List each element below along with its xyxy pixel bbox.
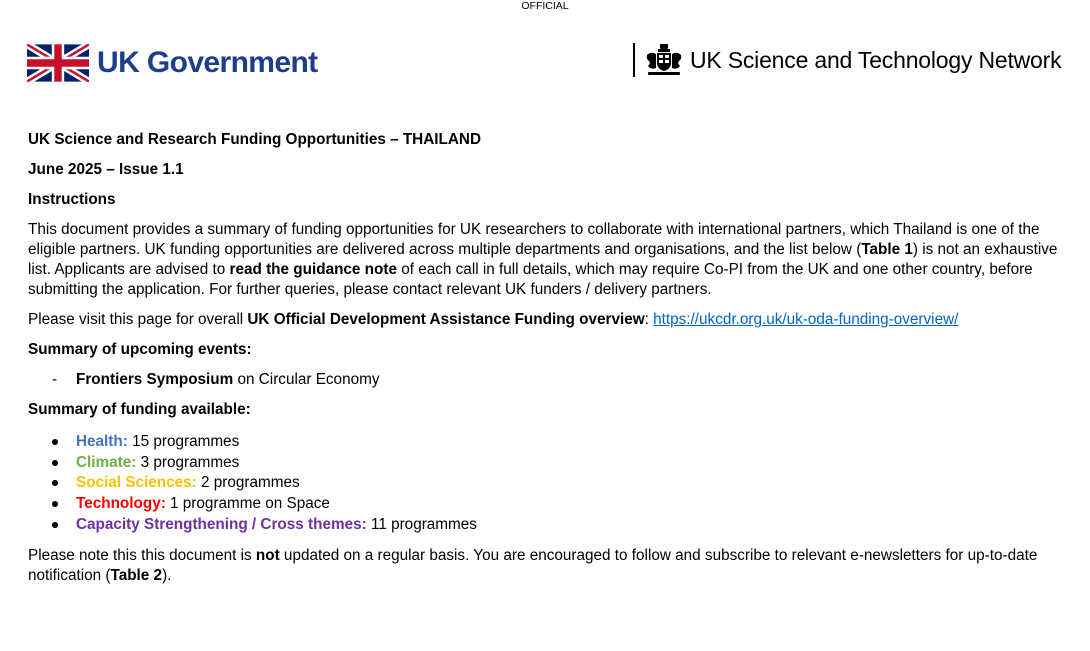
event-name: Frontiers Symposium bbox=[76, 371, 234, 388]
visit-text: Please visit this page for overall bbox=[28, 311, 248, 328]
list-item bbox=[28, 432, 1068, 453]
not-emphasis: not bbox=[255, 546, 280, 564]
note-paragraph bbox=[28, 546, 1068, 586]
funding-category-health: Health: bbox=[76, 433, 128, 450]
funding-count: 1 programme on Space bbox=[165, 495, 330, 513]
note-text-3: ). bbox=[162, 566, 172, 584]
issue-line: June 2025 – Issue 1.1 bbox=[28, 161, 184, 178]
uk-science-technology-network-logo bbox=[633, 43, 1061, 77]
note-text-2: updated on a regular basis. You are encouraged to follow and subscribe to relevant e-newsletters for up-to-date notification ( bbox=[28, 546, 1038, 584]
funding-count: 3 programmes bbox=[136, 453, 240, 471]
event-item bbox=[28, 370, 1068, 390]
oda-overview-link[interactable]: https://ukcdr.org.uk/uk-oda-funding-overview/ bbox=[653, 311, 959, 328]
bullet-icon bbox=[52, 460, 58, 466]
uk-government-wordmark: UK Government bbox=[97, 46, 318, 79]
events-heading: Summary of upcoming events: bbox=[28, 341, 252, 358]
intro-paragraph bbox=[28, 220, 1068, 300]
funding-category-climate: Climate: bbox=[76, 453, 137, 471]
list-item bbox=[28, 494, 1068, 515]
note-text-1: Please note this this document is bbox=[28, 546, 256, 564]
bullet-icon bbox=[52, 439, 58, 445]
instructions-heading: Instructions bbox=[28, 191, 116, 208]
visit-colon: : bbox=[644, 311, 654, 328]
document-body bbox=[28, 130, 1068, 586]
funding-category-social-sciences: Social Sciences: bbox=[76, 474, 197, 492]
intro-text-2: ) is not an exhaustive list. Applicants are advised to bbox=[28, 241, 1058, 278]
event-topic: on Circular Economy bbox=[233, 371, 380, 388]
table-2-reference: Table 2 bbox=[110, 566, 163, 584]
union-flag-icon bbox=[27, 44, 89, 82]
logo-divider bbox=[633, 43, 635, 77]
network-wordmark: UK Science and Technology Network bbox=[690, 47, 1062, 73]
intro-text-1: This document provides a summary of funding opportunities for UK researchers to collaborate with international partners, which Thailand is one of the eligible partners. UK funding opportunities are delivered across multiple departments and organisations, and the list below ( bbox=[28, 221, 1040, 258]
visit-paragraph bbox=[28, 310, 1068, 330]
bullet-icon bbox=[52, 522, 58, 528]
document-title: UK Science and Research Funding Opportunities – THAILAND bbox=[28, 131, 482, 148]
funding-category-technology: Technology: bbox=[76, 495, 166, 513]
list-item bbox=[28, 515, 1068, 536]
royal-crest-icon bbox=[644, 43, 684, 77]
funding-category-capacity-strengthening: Capacity Strengthening / Cross themes: bbox=[76, 515, 367, 533]
security-marking: OFFICIAL bbox=[521, 0, 569, 12]
intro-text-3: of each call in full details, which may require Co-PI from the UK and one other country, before submitting the application. For further queries, please contact relevant UK funders / delivery partners. bbox=[28, 261, 1033, 298]
uk-government-logo bbox=[27, 44, 318, 82]
list-item bbox=[28, 453, 1068, 474]
list-item bbox=[28, 473, 1068, 494]
table-1-reference: Table 1 bbox=[861, 241, 913, 258]
bullet-icon bbox=[52, 480, 58, 486]
funding-list bbox=[28, 432, 1068, 536]
event-dash: - bbox=[52, 371, 58, 388]
oda-overview-emphasis: UK Official Development Assistance Funding overview bbox=[247, 311, 645, 328]
guidance-note-emphasis: read the guidance note bbox=[229, 261, 397, 278]
funding-count: 11 programmes bbox=[366, 515, 477, 533]
funding-heading: Summary of funding available: bbox=[28, 401, 251, 418]
funding-count: 2 programmes bbox=[196, 474, 300, 492]
bullet-icon bbox=[52, 501, 58, 507]
funding-count: 15 programmes bbox=[127, 433, 240, 450]
